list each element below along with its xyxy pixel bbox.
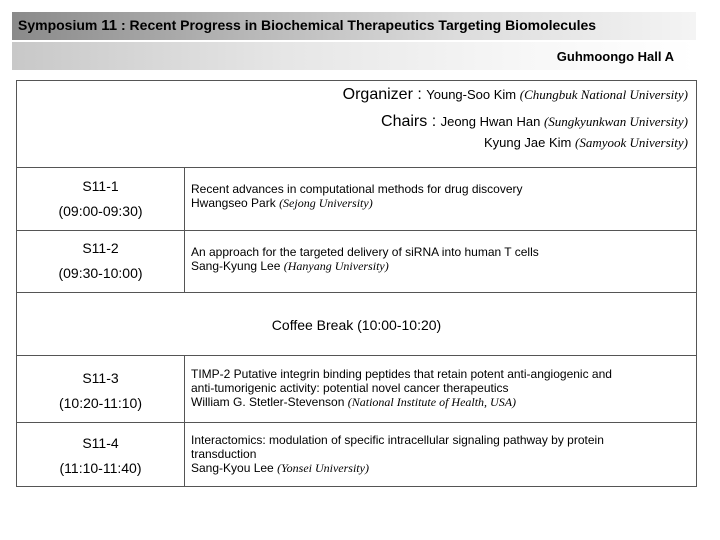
page-title <box>18 17 596 34</box>
talk-title: transduction <box>191 447 257 461</box>
hall-name: Guhmoongo Hall A <box>556 49 674 64</box>
organizer-line <box>343 86 688 104</box>
column-divider <box>184 355 185 486</box>
chair-name: Jeong Hwan Han <box>440 114 541 129</box>
talk-speaker-line <box>191 461 688 475</box>
chair-affiliation: (Sungkyunkwan University) <box>543 114 688 129</box>
coffee-break: Coffee Break (10:00-10:20) <box>271 317 442 333</box>
session-talk <box>191 182 688 210</box>
session-time: (11:10-11:40) <box>59 460 142 476</box>
session-code-cell <box>17 431 184 481</box>
talk-title: TIMP-2 Putative integrin binding peptides that retain potent anti-angiogenic and <box>191 367 612 381</box>
speaker-affiliation: (Yonsei University) <box>277 461 369 475</box>
hall-bar <box>12 42 696 70</box>
talk-title: Interactomics: modulation of specific intracellular signaling pathway by protein <box>191 433 604 447</box>
session-talk <box>191 367 688 409</box>
speaker-affiliation: (Hanyang University) <box>283 259 389 273</box>
speaker-name: Hwangseo Park <box>191 196 276 210</box>
session-talk <box>191 245 688 273</box>
session-code-cell <box>17 174 184 224</box>
row-divider <box>17 230 696 231</box>
column-divider <box>184 167 185 292</box>
organizer-label: Organizer : <box>342 86 427 103</box>
speaker-name: William G. Stetler-Stevenson <box>191 395 345 409</box>
session-time: (09:00-09:30) <box>58 203 143 219</box>
talk-speaker-line <box>191 395 688 409</box>
speaker-name: Sang-Kyung Lee <box>191 259 281 273</box>
session-time: (09:30-10:00) <box>58 265 143 281</box>
title-rest: : Recent Progress in Biochemical Therapeutics Targeting Biomolecules <box>117 17 597 33</box>
speaker-affiliation: (National Institute of Health, USA) <box>347 395 517 409</box>
title-bar <box>12 12 696 40</box>
speaker-affiliation: (Sejong University) <box>279 196 373 210</box>
chairs-label: Chairs : <box>381 113 441 130</box>
session-code: S11-3 <box>82 370 119 386</box>
title-prefix: Symposium <box>18 17 98 33</box>
chair-line-2 <box>484 135 688 151</box>
session-code: S11-4 <box>82 435 119 451</box>
talk-speaker-line <box>191 259 688 273</box>
program-table <box>16 80 697 487</box>
row-divider <box>17 167 696 168</box>
talk-speaker-line <box>191 196 688 210</box>
session-time: (10:20-11:10) <box>58 395 142 411</box>
chair-line-1 <box>381 113 688 131</box>
talk-title: anti-tumorigenic activity: potential novel cancer therapeutics <box>191 381 509 395</box>
speaker-name: Sang-Kyou Lee <box>191 461 274 475</box>
row-divider <box>17 355 696 356</box>
organizer-name: Young-Soo Kim <box>426 87 517 102</box>
talk-title: Recent advances in computational methods for drug discovery <box>191 182 523 196</box>
session-talk <box>191 433 688 475</box>
row-divider <box>17 292 696 293</box>
session-code: S11-2 <box>82 240 119 256</box>
chair-name: Kyung Jae Kim <box>483 135 572 150</box>
row-divider <box>17 422 696 423</box>
session-code-cell <box>17 366 184 416</box>
session-code: S11-1 <box>82 178 119 194</box>
organizer-affiliation: (Chungbuk National University) <box>519 87 688 102</box>
title-number: 11 <box>101 17 118 34</box>
session-code-cell <box>17 236 184 286</box>
chair-affiliation: (Samyook University) <box>575 135 688 150</box>
talk-title: An approach for the targeted delivery of siRNA into human T cells <box>191 245 539 259</box>
